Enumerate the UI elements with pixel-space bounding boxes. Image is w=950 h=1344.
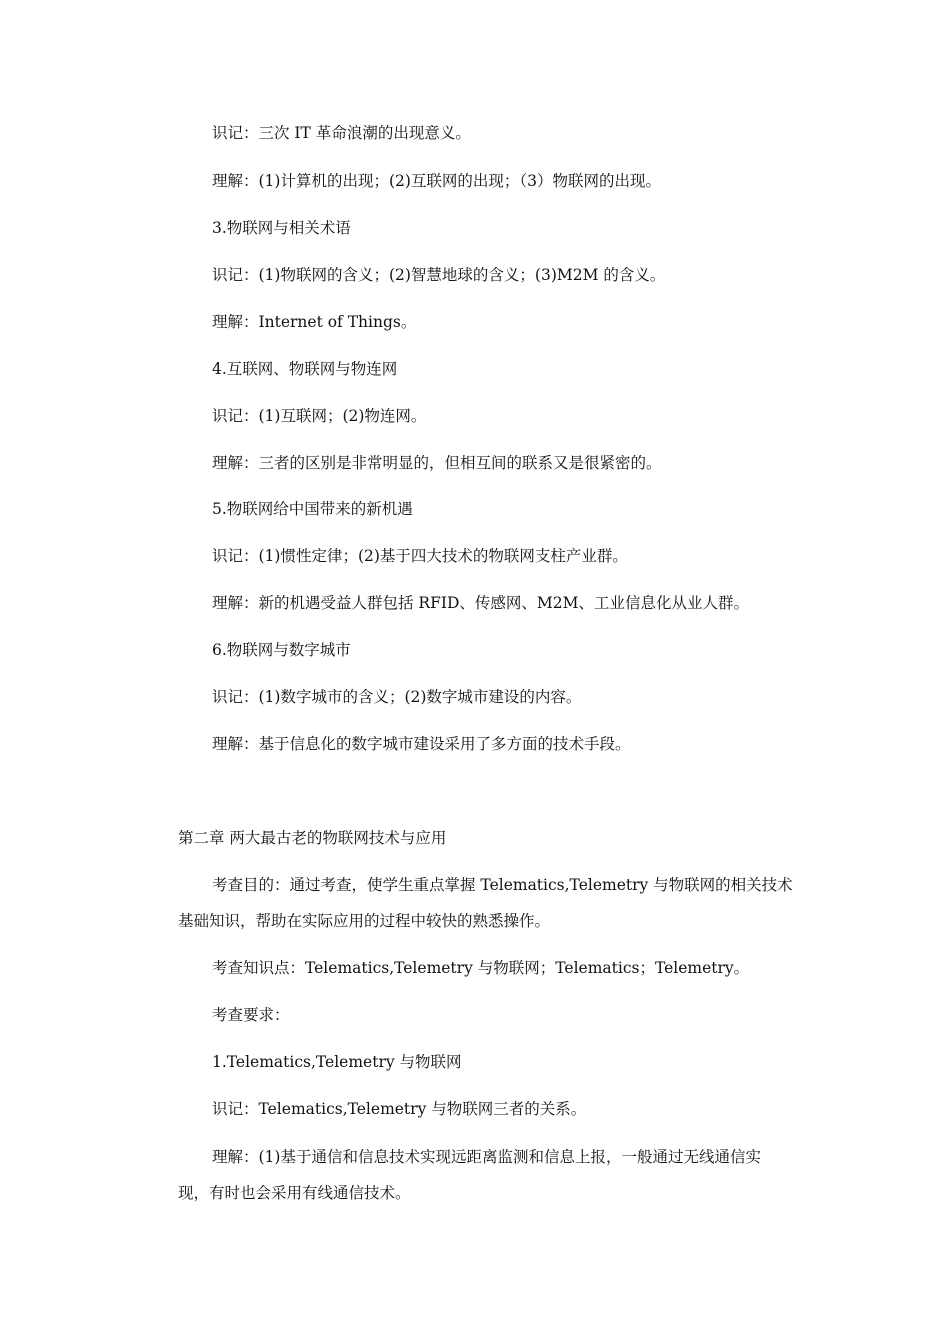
- section-heading-5: 5.物联网给中国带来的新机遇: [212, 500, 413, 518]
- paragraph-2: 理解：(1)计算机的出现；(2)互联网的出现；（3）物联网的出现。: [212, 172, 662, 190]
- section-heading-4: 4.互联网、物联网与物连网: [212, 360, 398, 378]
- paragraph-14: 理解：基于信息化的数字城市建设采用了多方面的技术手段。: [212, 735, 631, 753]
- paragraph-18: 考查要求：: [212, 1006, 290, 1024]
- paragraph-20: 识记：Telematics,Telemetry 与物联网三者的关系。: [212, 1100, 587, 1118]
- section-heading-6: 6.物联网与数字城市: [212, 641, 351, 659]
- paragraph-1: 识记：三次 IT 革命浪潮的出现意义。: [212, 124, 471, 142]
- paragraph-4: 识记：(1)物联网的含义；(2)智慧地球的含义；(3)M2M 的含义。: [212, 266, 666, 284]
- paragraph-21: 理解：(1)基于通信和信息技术实现远距离监测和信息上报，一般通过无线通信实: [212, 1148, 761, 1166]
- paragraph-16: 考查目的：通过考查，使学生重点掌握 Telematics,Telemetry 与物联网的相关技术: [212, 876, 793, 894]
- paragraph-21-continued: 现，有时也会采用有线通信技术。: [178, 1184, 411, 1202]
- paragraph-13: 识记：(1)数字城市的含义；(2)数字城市建设的内容。: [212, 688, 582, 706]
- section-heading-3: 3.物联网与相关术语: [212, 219, 351, 237]
- paragraph-17: 考查知识点：Telematics,Telemetry 与物联网；Telematics；Telemetry。: [212, 959, 750, 977]
- chapter-title: 第二章 两大最古老的物联网技术与应用: [178, 829, 447, 847]
- paragraph-7: 识记：(1)互联网；(2)物连网。: [212, 407, 427, 425]
- paragraph-16-continued: 基础知识，帮助在实际应用的过程中较快的熟悉操作。: [178, 912, 551, 930]
- section-heading-1: 1.Telematics,Telemetry 与物联网: [212, 1053, 462, 1071]
- paragraph-5: 理解：Internet of Things。: [212, 313, 417, 331]
- paragraph-10: 识记：(1)惯性定律；(2)基于四大技术的物联网支柱产业群。: [212, 547, 628, 565]
- paragraph-8: 理解：三者的区别是非常明显的，但相互间的联系又是很紧密的。: [212, 454, 662, 472]
- paragraph-11: 理解：新的机遇受益人群包括 RFID、传感网、M2M、工业信息化从业人群。: [212, 594, 750, 612]
